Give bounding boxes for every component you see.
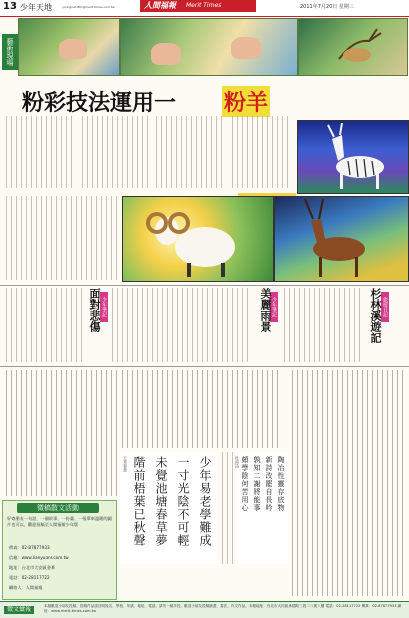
article-text-block	[156, 116, 226, 188]
article-title-forest-trip: 杉林溪遊記	[369, 288, 382, 343]
callout-line: 信箱：www.lianyuanr.com.tw	[9, 555, 69, 560]
footer-label: 徵文彙報	[4, 606, 34, 614]
poem-line: 孰知二謝將能事	[253, 456, 261, 512]
hand-illustration	[231, 37, 261, 59]
callout-tagline: 好寄朋友一句話，一個故事、一份畫、一張單車溫暖的圖片也可以，歡迎投稿至人間福報少年版	[7, 516, 112, 527]
article-text-block	[222, 452, 234, 564]
page-footer	[0, 601, 409, 618]
zebra-figure	[298, 121, 408, 193]
headline	[22, 86, 282, 116]
footer-text: 本版歡迎小朋友投稿，投稿作品請註明姓名、學校、年級、地址、電話。請勿一稿多投。歡迎小朋友投稿繪畫、書法、作文作品。本報地址：台北市大同區承德路三段二八號八樓 電話：02-28117722 傳真：02-87877933 網址：www.merit-times.com.tw	[44, 604, 402, 613]
hand-illustration	[151, 43, 181, 65]
callout-line: 聯絡人：人間福報	[9, 585, 43, 590]
calligraphy-poem-left	[120, 452, 218, 564]
section-title: 少年天地	[20, 3, 52, 12]
poem-line: 新詩改罷自長吟	[265, 456, 273, 512]
callout-line: 電話：02-28117722	[9, 575, 50, 580]
section-badge: 少年筆記	[270, 292, 278, 322]
article-title-rain: 美麗雨景	[259, 288, 272, 332]
article-text-block	[6, 288, 84, 362]
article-text-block	[112, 288, 252, 362]
article-text-block	[82, 116, 152, 188]
callout-line: 傳真：02-87877933	[9, 545, 50, 550]
callout-title: 徵稿散文活動	[17, 503, 99, 513]
poem-line: 頗學陰何苦用心	[241, 456, 249, 512]
poem-line: 一寸光陰不可輕	[176, 456, 190, 547]
masthead	[140, 0, 256, 12]
section-badge: 旅遊日記	[381, 292, 389, 322]
antelope-figure	[275, 197, 408, 281]
painting-ram	[122, 196, 274, 282]
divider	[0, 366, 409, 367]
divider	[0, 285, 409, 286]
article-text-block	[284, 288, 362, 362]
antelope-sketch	[299, 19, 407, 75]
step-photo-3	[298, 18, 408, 76]
headline-main: 粉彩技法運用一	[22, 90, 177, 116]
article-title-grief: 面對悲傷	[88, 288, 101, 332]
poem-line: 未覺池塘春草夢	[154, 456, 168, 547]
page-header	[0, 0, 409, 17]
calligraphy-poem-right	[236, 452, 288, 564]
page-number: 13	[3, 1, 17, 12]
article-text-block	[6, 370, 118, 496]
section-email: youngnet.Bfn@merit-times.com.tw	[62, 5, 115, 9]
poem-line: 階前梧葉已秋聲	[132, 456, 146, 547]
poem-signature: 王秀蓉書	[123, 456, 128, 472]
painting-zebra	[297, 120, 409, 194]
art-scene-tag: 藝術現場	[2, 34, 18, 70]
section-badge: 少年筆記	[100, 292, 108, 322]
ram-figure	[123, 197, 273, 281]
issue-date: 2011年7月20日 星期三	[300, 4, 354, 10]
article-text-block	[122, 370, 282, 448]
submission-callout	[2, 500, 117, 600]
headline-highlight: 粉羊	[222, 86, 270, 117]
article-text-block	[6, 116, 76, 188]
step-photo-2	[120, 18, 298, 76]
step-photo-1	[18, 18, 120, 76]
poem-line: 陶冶性靈存底物	[277, 456, 285, 512]
article-text-block	[6, 196, 118, 280]
article-text-block	[292, 370, 404, 596]
poem-signature: 杜甫詩	[235, 456, 240, 468]
poem-line: 少年易老學難成	[198, 456, 212, 547]
masthead-chinese: 人間福報	[144, 1, 176, 10]
hand-illustration	[59, 39, 87, 59]
painting-antelope	[274, 196, 409, 282]
article-text-block	[232, 116, 290, 188]
masthead-english: Merit Times	[186, 2, 222, 9]
callout-line: 地址：台北市大安區金華	[9, 565, 56, 570]
